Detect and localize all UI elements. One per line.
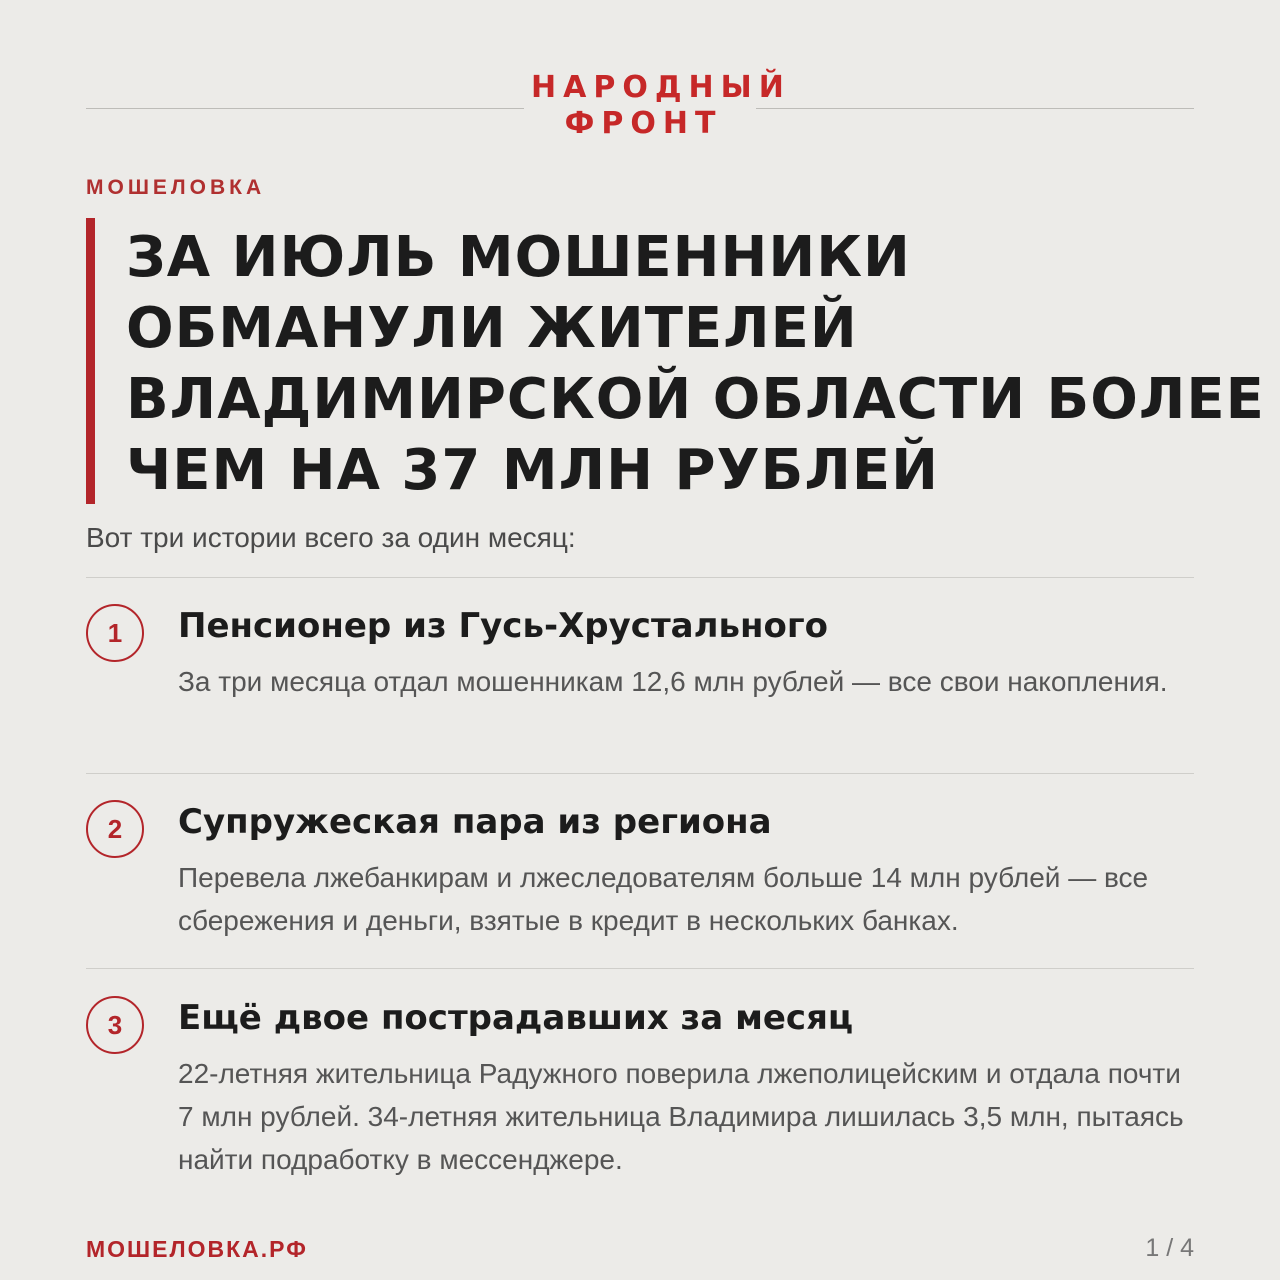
headline-line: ЗА ИЮЛЬ МОШЕННИКИ xyxy=(126,225,911,290)
logo xyxy=(524,70,791,142)
story-title: Супружеская пара из региона xyxy=(178,802,772,842)
headline xyxy=(126,222,1265,506)
divider xyxy=(86,577,1194,578)
story-number-badge: 2 xyxy=(86,800,144,858)
headline-accent-bar xyxy=(86,218,95,504)
story-text: 22-летняя жительница Радужного поверила лжеполицейским и отдала почти 7 млн рублей. 34-летняя жительница Владимира лишилась 3,5 млн, пытаясь найти подработку в мессенджере. xyxy=(178,1058,1184,1175)
story-number-badge: 1 xyxy=(86,604,144,662)
story-text: За три месяца отдал мошенникам 12,6 млн рублей — все свои накопления. xyxy=(178,666,1168,697)
headline-line: ВЛАДИМИРСКОЙ ОБЛАСТИ БОЛЕЕ xyxy=(126,367,1265,432)
logo-line-1: НАРОДНЫЙ xyxy=(531,70,791,105)
story-title: Пенсионер из Гусь-Хрустального xyxy=(178,606,828,646)
page-indicator: 1 / 4 xyxy=(1145,1234,1194,1262)
footer-site-link[interactable]: МОШЕЛОВКА.РФ xyxy=(86,1236,308,1262)
divider xyxy=(86,773,1194,774)
story-number-badge: 3 xyxy=(86,996,144,1054)
story-title: Ещё двое пострадавших за месяц xyxy=(178,998,854,1038)
headline-line: ЧЕМ НА 37 МЛН РУБЛЕЙ xyxy=(126,438,939,503)
logo-line-2: ФРОНТ xyxy=(564,106,723,141)
header xyxy=(86,70,1194,150)
header-rule-right xyxy=(756,108,1194,109)
intro-text: Вот три истории всего за один месяц: xyxy=(86,522,576,553)
headline-line: ОБМАНУЛИ ЖИТЕЛЕЙ xyxy=(126,296,858,361)
story-text: Перевела лжебанкирам и лжеследователям больше 14 млн рублей — все сбережения и деньги, взятые в кредит в нескольких банках. xyxy=(178,862,1149,936)
section-kicker: МОШЕЛОВКА xyxy=(86,176,266,199)
divider xyxy=(86,968,1194,969)
header-rule-left xyxy=(86,108,524,109)
